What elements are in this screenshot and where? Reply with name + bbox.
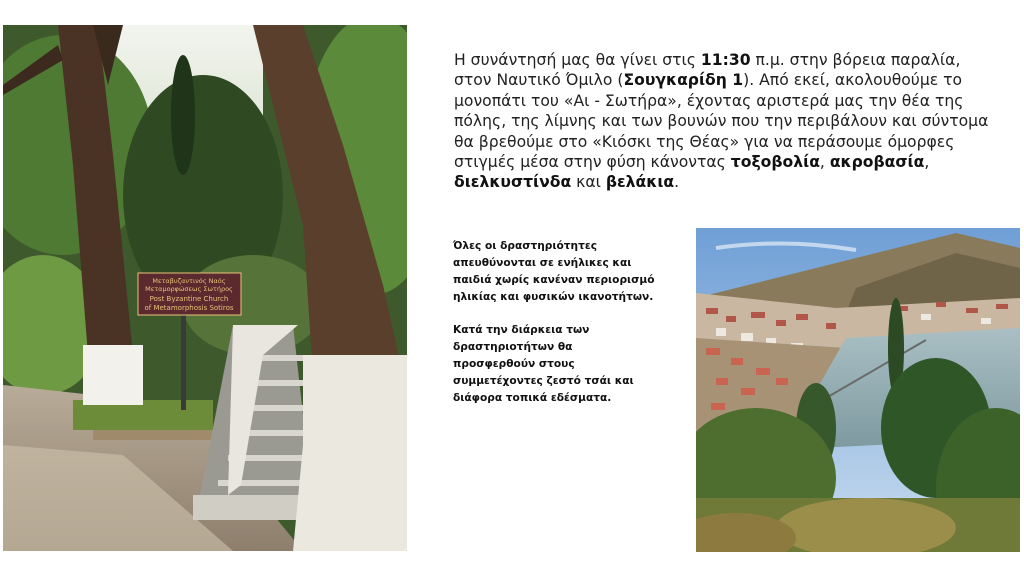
separator-3: και bbox=[571, 173, 606, 192]
intro-paragraph bbox=[454, 50, 994, 193]
separator-1: , bbox=[819, 153, 830, 172]
meeting-address: Σουγκαρίδη 1 bbox=[623, 71, 744, 90]
photo-lake-town-view bbox=[696, 228, 1020, 552]
separator-2: , bbox=[924, 153, 930, 172]
activity-darts: βελάκια bbox=[605, 173, 675, 192]
sign-english-line-1: Post Byzantine Church bbox=[149, 295, 229, 303]
intro-end: . bbox=[674, 173, 680, 192]
meeting-time: 11:30 bbox=[700, 51, 751, 69]
photo-forest-path bbox=[3, 25, 407, 551]
activity-acrobatics: ακροβασία bbox=[829, 153, 925, 172]
info-participants: Όλες οι δραστηριότητες απευθύνονται σε ενήλικες και παιδιά χωρίς κανέναν περιορισμό ηλικίας και φυσικών ικανοτήτων. bbox=[453, 240, 655, 303]
sign-english-line-2: of Metamorphosis Sotiros bbox=[144, 304, 234, 312]
intro-text-3: ). Από εκεί, ακολουθούμε το μονοπάτι του «Αι - Σωτήρα», έχοντας αριστερά μας την θέα της πόλης, της λίμνης και των βουνών που την περιβάλουν και σύντομα θα βρεθούμε στο «Κιόσκι της Θέας» για να περάσουμε όμορφες στιγμές μέσα στην φύση κάνοντας bbox=[454, 71, 989, 172]
activity-tug-of-war: διελκυστίνδα bbox=[454, 173, 572, 192]
sign-greek-line-1: Μεταβυζαντινός Ναός bbox=[152, 277, 226, 285]
activity-archery: τοξοβολία bbox=[730, 153, 820, 172]
intro-text-2: π.μ. στην βόρεια παραλία, στον Ναυτικό Όμιλο ( bbox=[454, 51, 961, 90]
info-refreshments: Κατά την διάρκεια των δραστηριοτήτων θα προσφερθούν στους συμμετέχοντες ζεστό τσάι και διάφορα τοπικά εδέσματα. bbox=[453, 324, 634, 404]
sign-greek-line-2: Μεταμορφώσεως Σωτήρος bbox=[145, 285, 233, 293]
intro-text-1: Η συνάντησή μας θα γίνει στις bbox=[454, 51, 701, 69]
